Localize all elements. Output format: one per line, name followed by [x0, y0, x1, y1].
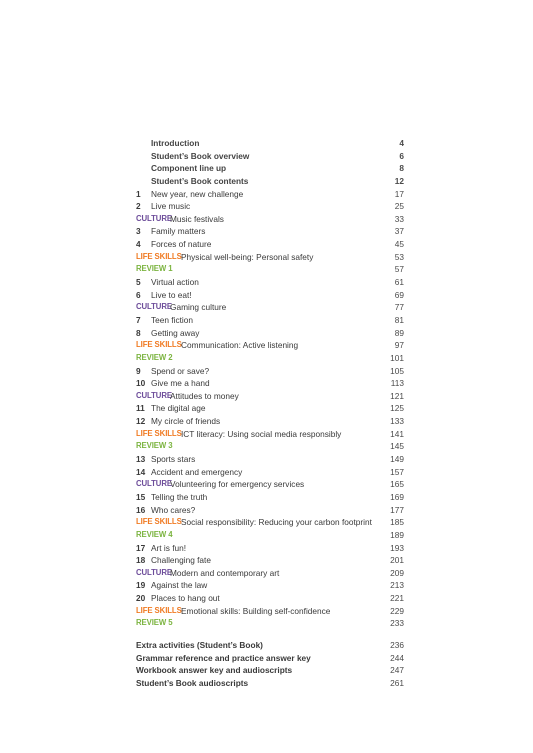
toc-page: 229	[390, 605, 404, 616]
toc-title: Attitudes to money	[170, 390, 239, 401]
toc-title: My circle of friends	[151, 416, 221, 427]
unit-number: 13	[136, 454, 146, 465]
toc-title: Accident and emergency	[151, 466, 243, 477]
unit-number: 14	[136, 466, 146, 477]
toc-page: 141	[390, 428, 404, 439]
toc-row-grammar-key[interactable]	[136, 652, 406, 665]
toc-title: The digital age	[151, 403, 206, 414]
unit-number: 5	[136, 277, 141, 288]
toc-title: Grammar reference and practice answer key	[136, 652, 311, 663]
toc-page: 201	[390, 555, 404, 566]
section-spacer	[136, 630, 406, 639]
culture-tag: CULTURE	[136, 567, 172, 577]
toc-title: Workbook answer key and audioscripts	[136, 665, 293, 676]
toc-row-culture-5[interactable]	[136, 567, 406, 580]
toc-page: 189	[390, 529, 404, 540]
toc-row-unit-8[interactable]	[136, 327, 406, 340]
toc-page: 193	[390, 542, 404, 553]
toc-page: 12	[394, 175, 404, 186]
toc-row-life-skills-5[interactable]	[136, 605, 406, 618]
toc-row-culture-2[interactable]	[136, 301, 406, 314]
toc-title: Volunteering for emergency services	[170, 479, 305, 490]
toc-row-unit-9[interactable]	[136, 365, 406, 378]
toc-row-life-skills-3[interactable]	[136, 428, 406, 441]
toc-page: 45	[394, 239, 404, 250]
toc-page: 53	[394, 251, 404, 262]
toc-row-introduction[interactable]	[136, 137, 406, 150]
toc-title: Extra activities (Student’s Book)	[136, 639, 263, 650]
life-skills-tag: LIFE SKILLS	[136, 517, 182, 527]
unit-number: 9	[136, 365, 141, 376]
toc-row-unit-10[interactable]	[136, 377, 406, 390]
toc-page: 177	[390, 504, 404, 515]
unit-number: 1	[136, 188, 141, 199]
unit-number: 8	[136, 327, 141, 338]
toc-title: Challenging fate	[151, 555, 211, 566]
unit-number: 10	[136, 378, 146, 389]
review-tag: REVIEW 3	[136, 441, 173, 451]
toc-title: Live music	[151, 201, 191, 212]
unit-number: 7	[136, 314, 141, 325]
toc-title: Art is fun!	[151, 542, 187, 553]
toc-title: Spend or save?	[151, 365, 210, 376]
toc-page: 213	[390, 580, 404, 591]
toc-title: Getting away	[151, 327, 200, 338]
toc-row-unit-17[interactable]	[136, 542, 406, 555]
toc-row-sb-audioscripts[interactable]	[136, 677, 406, 690]
toc-title: Give me a hand	[151, 378, 210, 389]
toc-page: 69	[394, 289, 404, 300]
toc-row-unit-14[interactable]	[136, 466, 406, 479]
toc-row-unit-16[interactable]	[136, 504, 406, 517]
toc-title: Live to eat!	[151, 289, 192, 300]
toc-page: 37	[394, 226, 404, 237]
toc-page: 247	[390, 665, 404, 676]
life-skills-tag: LIFE SKILLS	[136, 605, 182, 615]
toc-page: 81	[394, 314, 404, 325]
unit-number: 4	[136, 239, 141, 250]
toc-title: Emotional skills: Building self-confidence	[181, 605, 331, 616]
toc-page: 149	[390, 454, 404, 465]
review-tag: REVIEW 5	[136, 618, 173, 628]
life-skills-tag: LIFE SKILLS	[136, 428, 182, 438]
toc-row-review-4[interactable]	[136, 529, 406, 542]
toc-row-review-1[interactable]	[136, 263, 406, 276]
toc-title: Gaming culture	[170, 302, 227, 313]
toc-title: Teen fiction	[151, 314, 193, 325]
toc-row-unit-12[interactable]	[136, 415, 406, 428]
toc-page: 77	[394, 302, 404, 313]
unit-number: 18	[136, 555, 146, 566]
unit-number: 12	[136, 416, 146, 427]
toc-row-unit-4[interactable]	[136, 238, 406, 251]
toc-page: 89	[394, 327, 404, 338]
toc-title: Student’s Book contents	[151, 175, 249, 186]
culture-tag: CULTURE	[136, 302, 172, 312]
toc-page: 261	[390, 677, 404, 688]
toc-row-review-5[interactable]	[136, 617, 406, 630]
toc-page: 125	[390, 403, 404, 414]
toc-title: New year, new challenge	[151, 188, 244, 199]
review-tag: REVIEW 4	[136, 529, 173, 539]
toc-title: Virtual action	[151, 277, 199, 288]
unit-number: 3	[136, 226, 141, 237]
toc-page: 25	[394, 201, 404, 212]
toc-row-life-skills-2[interactable]	[136, 339, 406, 352]
toc-row-unit-3[interactable]	[136, 225, 406, 238]
toc-page: 221	[390, 593, 404, 604]
toc-title: Places to hang out	[151, 593, 220, 604]
toc-page: 57	[394, 264, 404, 275]
toc-page: 169	[390, 491, 404, 502]
toc-row-unit-13[interactable]	[136, 453, 406, 466]
unit-number: 16	[136, 504, 146, 515]
toc-title: ICT literacy: Using social media responsibly	[181, 428, 342, 439]
culture-tag: CULTURE	[136, 213, 172, 223]
toc-page: 133	[390, 416, 404, 427]
toc-page: 165	[390, 479, 404, 490]
toc-page: 105	[390, 365, 404, 376]
life-skills-tag: LIFE SKILLS	[136, 251, 182, 261]
toc-row-unit-2[interactable]	[136, 200, 406, 213]
toc-row-culture-3[interactable]	[136, 390, 406, 403]
toc-title: Music festivals	[170, 213, 224, 224]
toc-page: 33	[394, 213, 404, 224]
back-matter	[136, 639, 406, 690]
toc-page: 101	[390, 352, 404, 363]
toc-title: Sports stars	[151, 454, 196, 465]
toc-title: Telling the truth	[151, 491, 208, 502]
toc-row-unit-1[interactable]	[136, 188, 406, 201]
unit-number: 11	[136, 403, 145, 414]
toc-title: Forces of nature	[151, 239, 212, 250]
toc-page: 17	[394, 188, 404, 199]
toc-page: 209	[390, 567, 404, 578]
toc-page: 157	[390, 466, 404, 477]
unit-number: 20	[136, 593, 146, 604]
culture-tag: CULTURE	[136, 479, 172, 489]
toc-row-sb-contents[interactable]	[136, 175, 406, 188]
toc-page: 113	[390, 378, 404, 389]
toc-page: 4	[399, 138, 404, 148]
toc-page: 97	[394, 340, 404, 351]
toc-page: 145	[390, 441, 404, 452]
toc-title: Family matters	[151, 226, 206, 237]
unit-number: 15	[136, 491, 146, 502]
toc-row-review-3[interactable]	[136, 440, 406, 453]
unit-number: 19	[136, 580, 146, 591]
unit-number: 2	[136, 201, 141, 212]
toc-row-culture-4[interactable]	[136, 478, 406, 491]
culture-tag: CULTURE	[136, 390, 172, 400]
review-tag: REVIEW 1	[136, 264, 173, 274]
toc-row-unit-7[interactable]	[136, 314, 406, 327]
toc-row-unit-11[interactable]	[136, 402, 406, 415]
life-skills-tag: LIFE SKILLS	[136, 340, 182, 350]
toc-page: 244	[390, 652, 404, 663]
toc-title: Communication: Active listening	[181, 340, 299, 351]
unit-number: 6	[136, 289, 141, 300]
toc-title: Against the law	[151, 580, 208, 591]
toc-page: 6	[399, 150, 404, 161]
review-tag: REVIEW 2	[136, 352, 173, 362]
toc-row-extra-activities[interactable]	[136, 639, 406, 652]
toc-title: Modern and contemporary art	[170, 567, 280, 578]
toc-page: 236	[390, 639, 404, 650]
toc-row-life-skills-4[interactable]	[136, 516, 406, 529]
toc-row-component-lineup[interactable]	[136, 162, 406, 175]
toc-row-sb-overview[interactable]	[136, 150, 406, 163]
toc-row-culture-1[interactable]	[136, 213, 406, 226]
toc-title: Student’s Book overview	[151, 150, 250, 161]
toc-row-unit-19[interactable]	[136, 579, 406, 592]
toc-page: 61	[394, 277, 404, 288]
toc-page: 121	[390, 390, 404, 401]
toc-title: Social responsibility: Reducing your carbon footprint	[181, 517, 372, 528]
toc-row-unit-15[interactable]	[136, 491, 406, 504]
toc-row-workbook-key[interactable]	[136, 664, 406, 677]
toc-page: 185	[390, 517, 404, 528]
toc-row-life-skills-1[interactable]	[136, 251, 406, 264]
toc-row-unit-5[interactable]	[136, 276, 406, 289]
toc-title: Introduction	[151, 138, 200, 148]
toc-page: 8	[399, 163, 404, 174]
toc-row-review-2[interactable]	[136, 352, 406, 365]
toc-title: Component line up	[151, 163, 227, 174]
toc-title: Student’s Book audioscripts	[136, 677, 249, 688]
toc-row-unit-18[interactable]	[136, 554, 406, 567]
toc-title: Physical well-being: Personal safety	[181, 251, 314, 262]
toc-page: 233	[390, 618, 404, 629]
toc-title: Who cares?	[151, 504, 196, 515]
unit-number: 17	[136, 542, 146, 553]
toc-row-unit-6[interactable]	[136, 289, 406, 302]
table-of-contents	[136, 137, 406, 690]
toc-row-unit-20[interactable]	[136, 592, 406, 605]
